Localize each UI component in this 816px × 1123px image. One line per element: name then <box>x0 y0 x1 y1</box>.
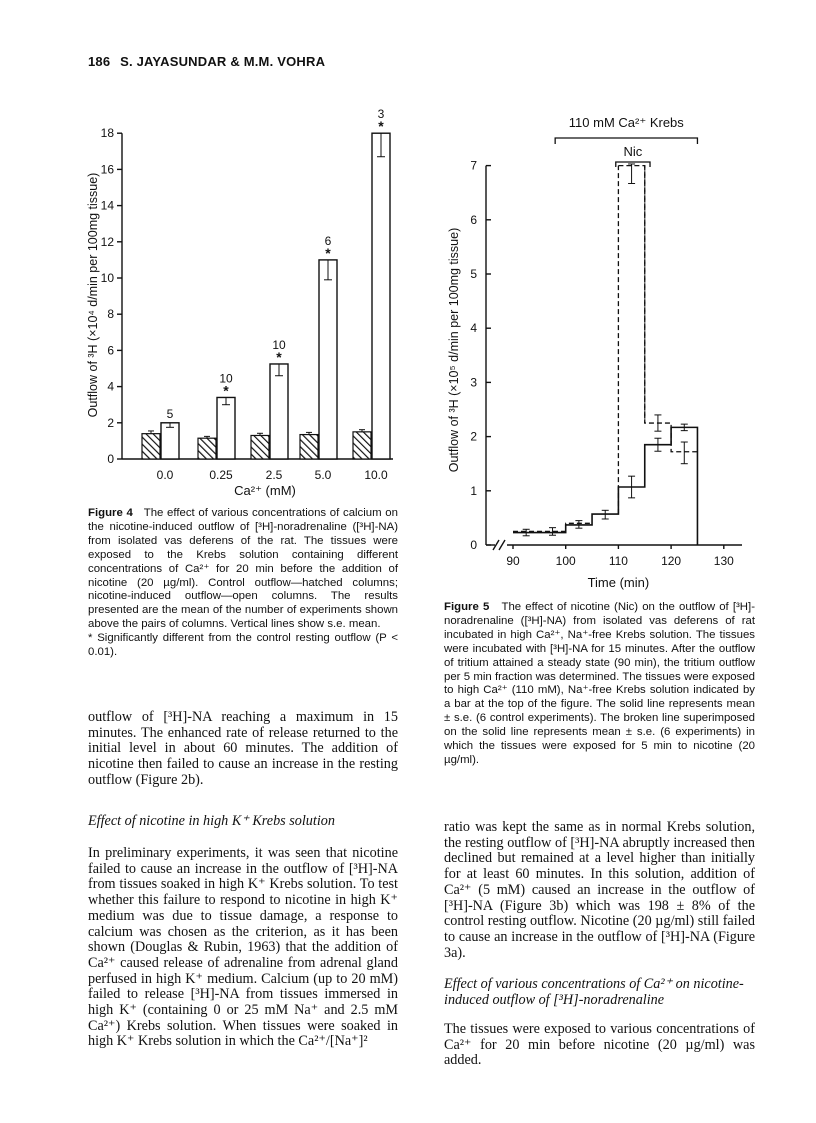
y-tick-label: 0 <box>470 538 477 552</box>
control-bar <box>300 435 318 459</box>
significance-asterisk: * <box>276 348 282 365</box>
x-tick-label: 120 <box>661 554 682 568</box>
significance-asterisk: * <box>223 382 229 399</box>
y-tick-label: 16 <box>100 162 114 177</box>
figure-4-caption-text: The effect of various concentrations of calcium on the nicotine-induced outflow of [³H]-noradrenaline ([³H]-NA) from isolated vas deferens of the rat. The tissues were exposed to the Krebs solution containing different concentrations of Ca²⁺ for 20 min before the addition of nicotine (20 µg/ml). Control outflow—hatched columns; nicotine-induced outflow—open columns. The results presented are the mean of the number of experiments shown above the pairs of columns. Vertical lines show s.e. mean. <box>88 507 398 631</box>
y-tick-label: 18 <box>100 126 114 141</box>
control-bar <box>251 435 269 459</box>
control-line <box>513 427 697 545</box>
x-tick-label: 90 <box>506 554 520 568</box>
n-label: 3 <box>377 107 385 122</box>
y-tick-label: 6 <box>107 343 114 358</box>
page-number: 186 <box>88 54 111 69</box>
nicotine-bar <box>270 364 288 459</box>
x-tick-label: 110 <box>608 554 628 568</box>
y-axis-label: Outflow of ³H (×10⁵ d/min per 100mg tissue) <box>447 227 461 473</box>
y-tick-label: 0 <box>107 452 114 466</box>
authors: S. JAYASUNDAR & M.M. VOHRA <box>120 54 326 69</box>
x-tick-label: 130 <box>713 554 734 568</box>
nicotine-bar <box>319 260 337 459</box>
nic-bar-label: Nic <box>623 144 643 159</box>
x-axis-label: Time (min) <box>587 575 650 590</box>
y-axis-label: Outflow of ³H (×10⁴ d/min per 100mg tissue) <box>86 172 100 418</box>
left-column-paragraph-2 <box>88 846 398 1050</box>
significance-asterisk: * <box>325 244 331 261</box>
control-bar <box>142 434 160 459</box>
nicotine-bar <box>372 133 390 459</box>
nicotine-bar <box>161 423 179 459</box>
figure-5-caption-text: The effect of nicotine (Nic) on the outflow of [³H]-noradrenaline ([³H]-NA) from isolated vas deferens of rat incubated in high Ca²⁺, Na⁺-free Krebs solution. The tissues were incubated with [³H]-NA for 15 minutes. After the outflow of tritium attained a steady state (90 min), the tritium outflow per 5 min fraction was determined. The tissues were exposed to high Ca²⁺ (110 mM), Na⁺-free Krebs solution indicated by a bar at the top of the figure. The solid line represents mean ± s.e. (6 control experiments). The broken line superimposed on the solid line represents mean ± s.e. (6 experiments) in which the tissues were exposed for 5 min to nicotine (20 µg/ml). <box>444 601 755 766</box>
nicotine-bar <box>217 397 235 459</box>
n-label: 10 <box>219 371 233 386</box>
y-tick-label: 1 <box>470 483 477 498</box>
y-tick-label: 6 <box>470 212 477 227</box>
axis-break-mark <box>499 540 505 550</box>
section-heading-ca-concentrations: Effect of various concentrations of Ca²⁺ on nicotine-induced outflow of [³H]-noradrenaline <box>444 976 744 1008</box>
x-tick-label: 100 <box>555 554 576 568</box>
left-column-paragraph-1 <box>88 710 398 789</box>
figure-4-caption <box>88 507 398 660</box>
paragraph: outflow of [³H]-NA reaching a maximum in 15 minutes. The enhanced rate of release returned to the initial level in about 60 minutes. The addition of nicotine then failed to cause an increase in the resting outflow (Figure 2b). <box>88 709 398 788</box>
y-tick-label: 4 <box>470 321 477 336</box>
y-tick-label: 8 <box>107 307 114 322</box>
x-axis-label: Ca²⁺ (mM) <box>234 483 296 498</box>
y-tick-label: 2 <box>107 415 114 430</box>
control-bar <box>353 432 371 459</box>
paragraph: ratio was kept the same as in normal Krebs solution, the resting outflow of [³H]-NA abruptly increased then declined but remained at a level higher than initially for at least 60 minutes. In this solution, addition of Ca²⁺ (5 mM) caused an increase in the outflow of [³H]-NA (Figure 3b) which was 198 ± 8% of the control resting outflow. Nicotine (20 µg/ml) still failed to cause an increase in the outflow of [³H]-NA (Figure 3a). <box>444 819 755 961</box>
y-tick-label: 12 <box>100 234 114 249</box>
paragraph: The tissues were exposed to various concentrations of Ca²⁺ for 20 min before nicotine (20 µg/ml) was added. <box>444 1021 755 1069</box>
y-tick-label: 14 <box>100 198 114 213</box>
significance-asterisk: * <box>378 118 384 135</box>
right-column-paragraph-2 <box>444 1022 755 1069</box>
y-tick-label: 10 <box>100 271 114 285</box>
figure-4-footnote: * Significantly different from the control resting outflow (P < 0.01). <box>88 632 398 659</box>
right-column-paragraph-1 <box>444 820 755 961</box>
control-bar <box>198 438 216 459</box>
y-tick-label: 7 <box>470 158 477 173</box>
figure-4-label: Figure 4 <box>88 507 133 519</box>
x-tick-label: 0.25 <box>209 468 233 482</box>
n-label: 6 <box>324 233 332 248</box>
nicotine-line <box>513 166 697 532</box>
y-tick-label: 2 <box>470 429 477 444</box>
n-label: 10 <box>272 337 286 352</box>
figure-5-chart <box>430 100 760 595</box>
figure-5-caption <box>444 601 755 768</box>
y-tick-label: 3 <box>470 375 477 390</box>
section-heading-high-k: Effect of nicotine in high K⁺ Krebs solution <box>88 813 335 829</box>
y-tick-label: 4 <box>107 379 114 394</box>
krebs-bar-label: 110 mM Ca²⁺ Krebs <box>568 115 684 130</box>
x-tick-label: 5.0 <box>314 468 332 482</box>
x-tick-label: 0.0 <box>156 468 174 482</box>
running-header <box>88 54 325 69</box>
figure-5-label: Figure 5 <box>444 601 490 613</box>
y-tick-label: 5 <box>470 267 477 281</box>
x-tick-label: 2.5 <box>265 468 283 482</box>
n-label: 5 <box>166 406 174 421</box>
paragraph: In preliminary experiments, it was seen that nicotine failed to cause an increase in the outflow of [³H]-NA from tissues soaked in high K⁺ Krebs solution. To test whether this failure to respond to nicotine in high K⁺ medium was due to tissue damage, a response to calcium was chosen as the criterion, as it has been shown (Douglas & Rubin, 1963) that the addition of Ca²⁺ caused release of adrenaline from adrenal gland perfused in high K⁺ medium. Calcium (up to 20 mM) failed to release [³H]-NA from tissues immersed in high K⁺ (containing 0 or 25 mM Na⁺ and 2.5 mM Ca²⁺) Krebs solution. When tissues were soaked in high K⁺ Krebs solution in which the Ca²⁺/[Na⁺]² <box>88 845 398 1050</box>
figure-4-chart <box>80 100 410 500</box>
x-tick-label: 10.0 <box>364 468 388 482</box>
